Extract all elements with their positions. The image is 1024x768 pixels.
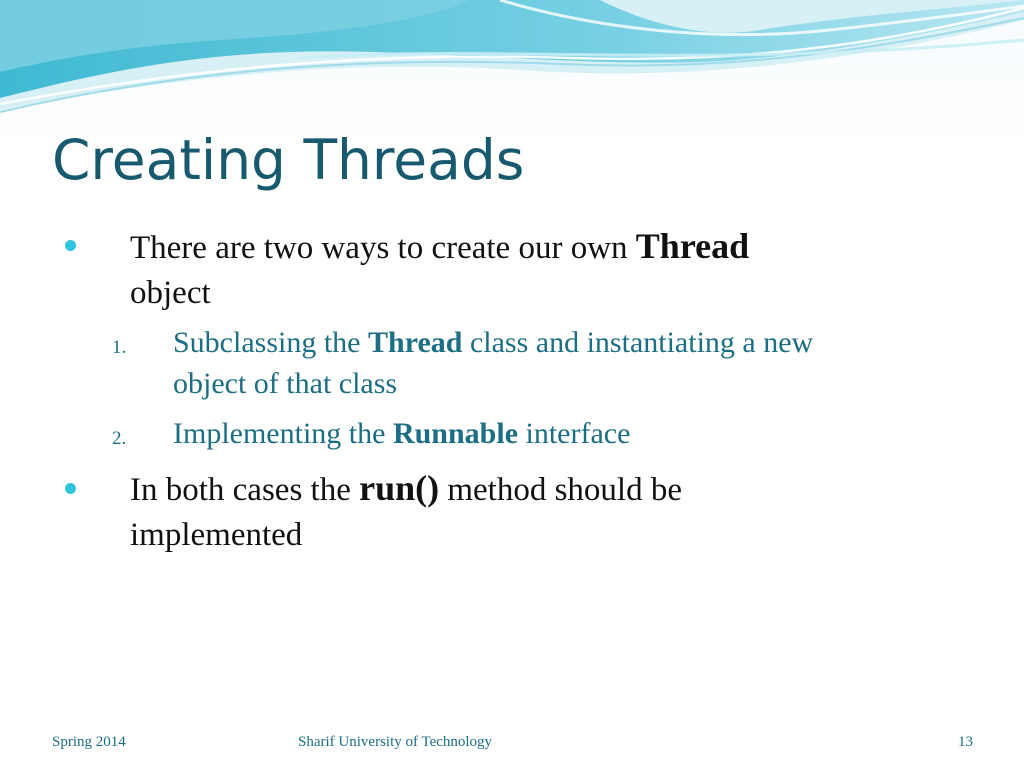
sub-item-1-text-start: Subclassing the — [173, 326, 368, 359]
footer-organization: Sharif University of Technology — [298, 734, 493, 750]
bullet-1-text-end: object — [130, 275, 211, 311]
bullet-2-text-start: In both cases the — [130, 472, 360, 508]
bullet-2-text-end: method should be — [439, 472, 683, 508]
sub-item-2-text-end: interface — [518, 417, 631, 450]
bullet-2-text-line2: implemented — [130, 517, 303, 553]
sub-item-2-number: 2. — [112, 428, 127, 449]
slide-title: Creating Threads — [52, 128, 525, 192]
page-number: 13 — [958, 734, 973, 750]
bullet-1-text-start: There are two ways to create our own — [130, 230, 636, 266]
bullet-1-keyword: Thread — [635, 226, 750, 266]
sub-item-2-keyword: Runnable — [392, 417, 519, 450]
sub-item-1-number: 1. — [112, 337, 127, 358]
bullet-dot — [65, 483, 76, 494]
sub-item-1-text-end: class and instantiating a new — [462, 326, 814, 359]
bullet-1-text — [130, 224, 990, 316]
bullet-2-keyword: run() — [359, 468, 440, 508]
sub-item-1-text-line2: object of that class — [173, 367, 398, 400]
sub-item-1-keyword: Thread — [368, 326, 463, 359]
sub-item-2-text — [173, 413, 993, 454]
bullet-dot — [65, 240, 76, 251]
bullet-2-text — [130, 466, 990, 558]
footer-date: Spring 2014 — [52, 734, 126, 750]
sub-item-2-text-start: Implementing the — [173, 417, 393, 450]
sub-item-1-text — [173, 322, 993, 404]
